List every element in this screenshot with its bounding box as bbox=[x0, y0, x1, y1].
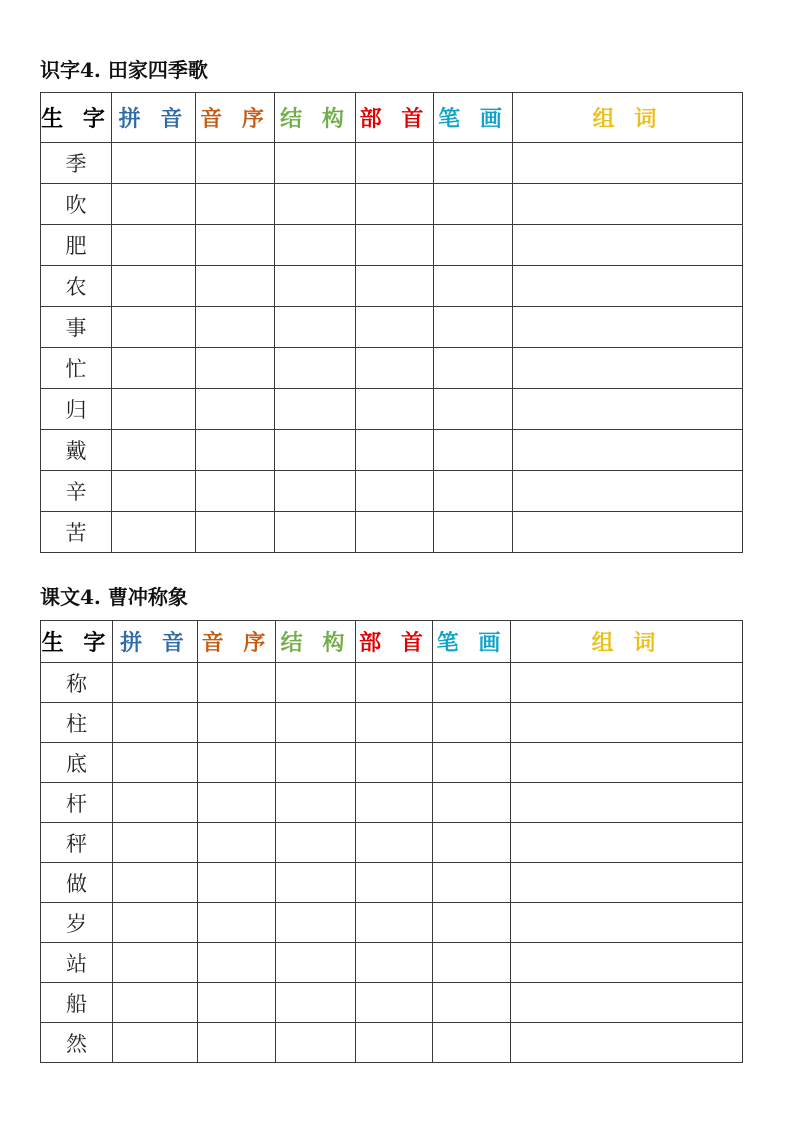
pinyin-cell[interactable] bbox=[113, 983, 198, 1023]
table-row bbox=[41, 307, 743, 348]
bihua-cell[interactable] bbox=[434, 225, 513, 266]
character-cell: 然 bbox=[41, 1023, 113, 1063]
character-cell: 岁 bbox=[41, 903, 113, 943]
bihua-cell[interactable] bbox=[433, 823, 511, 863]
bihua-cell[interactable] bbox=[434, 307, 513, 348]
character-cell: 苦 bbox=[41, 512, 112, 553]
character-cell: 站 bbox=[41, 943, 113, 983]
pinyin-cell[interactable] bbox=[113, 703, 198, 743]
header-jiegou: 结 构 bbox=[275, 93, 356, 143]
zuci-cell[interactable] bbox=[513, 307, 743, 348]
character-cell: 底 bbox=[41, 743, 113, 783]
pinyin-cell[interactable] bbox=[112, 430, 196, 471]
table-row bbox=[41, 903, 743, 943]
yinxu-cell[interactable] bbox=[198, 983, 276, 1023]
pinyin-cell[interactable] bbox=[113, 943, 198, 983]
pinyin-cell[interactable] bbox=[112, 225, 196, 266]
table-row bbox=[41, 983, 743, 1023]
character-cell: 柱 bbox=[41, 703, 113, 743]
character-cell: 肥 bbox=[41, 225, 112, 266]
pinyin-cell[interactable] bbox=[113, 663, 198, 703]
bushou-cell[interactable] bbox=[356, 743, 433, 783]
yinxu-cell[interactable] bbox=[196, 184, 275, 225]
jiegou-cell[interactable] bbox=[275, 266, 356, 307]
yinxu-cell[interactable] bbox=[196, 143, 275, 184]
bihua-cell[interactable] bbox=[433, 663, 511, 703]
table-row bbox=[41, 703, 743, 743]
bushou-cell[interactable] bbox=[356, 1023, 433, 1063]
header-bushou: 部 首 bbox=[356, 621, 433, 663]
jiegou-cell[interactable] bbox=[276, 823, 356, 863]
table-row bbox=[41, 943, 743, 983]
bushou-cell[interactable] bbox=[356, 348, 434, 389]
yinxu-cell[interactable] bbox=[196, 430, 275, 471]
bushou-cell[interactable] bbox=[356, 783, 433, 823]
pinyin-cell[interactable] bbox=[112, 512, 196, 553]
table-row bbox=[41, 663, 743, 703]
table-row bbox=[41, 143, 743, 184]
table-row bbox=[41, 184, 743, 225]
yinxu-cell[interactable] bbox=[196, 471, 275, 512]
character-cell: 忙 bbox=[41, 348, 112, 389]
section-title: 识字4. 田家四季歌 bbox=[40, 58, 208, 82]
zuci-cell[interactable] bbox=[513, 430, 743, 471]
header-bihua: 笔 画 bbox=[433, 621, 511, 663]
yinxu-cell[interactable] bbox=[198, 903, 276, 943]
bushou-cell[interactable] bbox=[356, 143, 434, 184]
bushou-cell[interactable] bbox=[356, 307, 434, 348]
bihua-cell[interactable] bbox=[434, 389, 513, 430]
bushou-cell[interactable] bbox=[356, 823, 433, 863]
header-zuci: 组 词 bbox=[511, 621, 743, 663]
yinxu-cell[interactable] bbox=[198, 663, 276, 703]
character-cell: 秤 bbox=[41, 823, 113, 863]
jiegou-cell[interactable] bbox=[275, 225, 356, 266]
bushou-cell[interactable] bbox=[356, 184, 434, 225]
table-row bbox=[41, 471, 743, 512]
table-row bbox=[41, 225, 743, 266]
bihua-cell[interactable] bbox=[434, 143, 513, 184]
jiegou-cell[interactable] bbox=[275, 471, 356, 512]
zuci-cell[interactable] bbox=[513, 225, 743, 266]
table-row bbox=[41, 389, 743, 430]
bushou-cell[interactable] bbox=[356, 512, 434, 553]
jiegou-cell[interactable] bbox=[276, 663, 356, 703]
character-cell: 事 bbox=[41, 307, 112, 348]
zuci-cell[interactable] bbox=[511, 663, 743, 703]
yinxu-cell[interactable] bbox=[196, 389, 275, 430]
zuci-cell[interactable] bbox=[511, 1023, 743, 1063]
bihua-cell[interactable] bbox=[434, 430, 513, 471]
header-yinxu: 音 序 bbox=[196, 93, 275, 143]
zuci-cell[interactable] bbox=[511, 863, 743, 903]
zuci-cell[interactable] bbox=[513, 512, 743, 553]
jiegou-cell[interactable] bbox=[276, 703, 356, 743]
yinxu-cell[interactable] bbox=[198, 943, 276, 983]
bihua-cell[interactable] bbox=[434, 184, 513, 225]
pinyin-cell[interactable] bbox=[113, 1023, 198, 1063]
header-zuci: 组 词 bbox=[513, 93, 743, 143]
bihua-cell[interactable] bbox=[433, 863, 511, 903]
pinyin-cell[interactable] bbox=[112, 266, 196, 307]
table-row bbox=[41, 743, 743, 783]
bushou-cell[interactable] bbox=[356, 863, 433, 903]
bushou-cell[interactable] bbox=[356, 266, 434, 307]
bihua-cell[interactable] bbox=[433, 743, 511, 783]
jiegou-cell[interactable] bbox=[276, 983, 356, 1023]
yinxu-cell[interactable] bbox=[196, 348, 275, 389]
zuci-cell[interactable] bbox=[511, 743, 743, 783]
jiegou-cell[interactable] bbox=[275, 143, 356, 184]
bushou-cell[interactable] bbox=[356, 903, 433, 943]
bihua-cell[interactable] bbox=[434, 512, 513, 553]
bihua-cell[interactable] bbox=[433, 1023, 511, 1063]
bihua-cell[interactable] bbox=[433, 783, 511, 823]
zuci-cell[interactable] bbox=[513, 266, 743, 307]
zuci-cell[interactable] bbox=[511, 943, 743, 983]
pinyin-cell[interactable] bbox=[113, 903, 198, 943]
bushou-cell[interactable] bbox=[356, 225, 434, 266]
yinxu-cell[interactable] bbox=[196, 512, 275, 553]
pinyin-cell[interactable] bbox=[112, 348, 196, 389]
table-row bbox=[41, 1023, 743, 1063]
pinyin-cell[interactable] bbox=[112, 143, 196, 184]
table-row bbox=[41, 823, 743, 863]
yinxu-cell[interactable] bbox=[198, 703, 276, 743]
header-shengzi: 生 字 bbox=[41, 93, 112, 143]
yinxu-cell[interactable] bbox=[198, 863, 276, 903]
table-row bbox=[41, 266, 743, 307]
bihua-cell[interactable] bbox=[434, 266, 513, 307]
pinyin-cell[interactable] bbox=[112, 471, 196, 512]
jiegou-cell[interactable] bbox=[275, 348, 356, 389]
header-jiegou: 结 构 bbox=[276, 621, 356, 663]
character-cell: 辛 bbox=[41, 471, 112, 512]
pinyin-cell[interactable] bbox=[112, 184, 196, 225]
jiegou-cell[interactable] bbox=[275, 389, 356, 430]
yinxu-cell[interactable] bbox=[198, 783, 276, 823]
character-cell: 季 bbox=[41, 143, 112, 184]
bihua-cell[interactable] bbox=[433, 983, 511, 1023]
zuci-cell[interactable] bbox=[511, 783, 743, 823]
table-row bbox=[41, 348, 743, 389]
bihua-cell[interactable] bbox=[433, 703, 511, 743]
yinxu-cell[interactable] bbox=[196, 225, 275, 266]
zuci-cell[interactable] bbox=[511, 983, 743, 1023]
header-pinyin: 拼 音 bbox=[112, 93, 196, 143]
character-cell: 做 bbox=[41, 863, 113, 903]
bushou-cell[interactable] bbox=[356, 703, 433, 743]
zuci-cell[interactable] bbox=[513, 471, 743, 512]
jiegou-cell[interactable] bbox=[275, 184, 356, 225]
jiegou-cell[interactable] bbox=[276, 903, 356, 943]
zuci-cell[interactable] bbox=[511, 823, 743, 863]
header-bihua: 笔 画 bbox=[434, 93, 513, 143]
yinxu-cell[interactable] bbox=[198, 823, 276, 863]
yinxu-cell[interactable] bbox=[198, 743, 276, 783]
table-row bbox=[41, 863, 743, 903]
jiegou-cell[interactable] bbox=[275, 512, 356, 553]
table-row bbox=[41, 783, 743, 823]
bihua-cell[interactable] bbox=[434, 471, 513, 512]
character-cell: 杆 bbox=[41, 783, 113, 823]
header-shengzi: 生 字 bbox=[41, 621, 113, 663]
jiegou-cell[interactable] bbox=[276, 743, 356, 783]
yinxu-cell[interactable] bbox=[198, 1023, 276, 1063]
bushou-cell[interactable] bbox=[356, 943, 433, 983]
bushou-cell[interactable] bbox=[356, 663, 433, 703]
character-cell: 戴 bbox=[41, 430, 112, 471]
jiegou-cell[interactable] bbox=[275, 307, 356, 348]
header-row bbox=[41, 621, 743, 663]
character-table bbox=[40, 620, 743, 1063]
bihua-cell[interactable] bbox=[433, 903, 511, 943]
pinyin-cell[interactable] bbox=[113, 743, 198, 783]
zuci-cell[interactable] bbox=[511, 703, 743, 743]
zuci-cell[interactable] bbox=[513, 348, 743, 389]
bushou-cell[interactable] bbox=[356, 471, 434, 512]
zuci-cell[interactable] bbox=[513, 184, 743, 225]
header-bushou: 部 首 bbox=[356, 93, 434, 143]
bushou-cell[interactable] bbox=[356, 389, 434, 430]
character-cell: 船 bbox=[41, 983, 113, 1023]
yinxu-cell[interactable] bbox=[196, 266, 275, 307]
pinyin-cell[interactable] bbox=[112, 389, 196, 430]
header-pinyin: 拼 音 bbox=[113, 621, 198, 663]
character-cell: 称 bbox=[41, 663, 113, 703]
zuci-cell[interactable] bbox=[513, 389, 743, 430]
pinyin-cell[interactable] bbox=[113, 823, 198, 863]
jiegou-cell[interactable] bbox=[276, 783, 356, 823]
character-cell: 归 bbox=[41, 389, 112, 430]
zuci-cell[interactable] bbox=[513, 143, 743, 184]
character-table bbox=[40, 92, 743, 553]
jiegou-cell[interactable] bbox=[275, 430, 356, 471]
yinxu-cell[interactable] bbox=[196, 307, 275, 348]
pinyin-cell[interactable] bbox=[113, 783, 198, 823]
table-row bbox=[41, 512, 743, 553]
character-cell: 吹 bbox=[41, 184, 112, 225]
bihua-cell[interactable] bbox=[433, 943, 511, 983]
zuci-cell[interactable] bbox=[511, 903, 743, 943]
bihua-cell[interactable] bbox=[434, 348, 513, 389]
bushou-cell[interactable] bbox=[356, 430, 434, 471]
pinyin-cell[interactable] bbox=[112, 307, 196, 348]
bushou-cell[interactable] bbox=[356, 983, 433, 1023]
jiegou-cell[interactable] bbox=[276, 1023, 356, 1063]
section-title: 课文4. 曹冲称象 bbox=[40, 585, 188, 609]
pinyin-cell[interactable] bbox=[113, 863, 198, 903]
header-yinxu: 音 序 bbox=[198, 621, 276, 663]
jiegou-cell[interactable] bbox=[276, 943, 356, 983]
table-row bbox=[41, 430, 743, 471]
jiegou-cell[interactable] bbox=[276, 863, 356, 903]
header-row bbox=[41, 93, 743, 143]
character-cell: 农 bbox=[41, 266, 112, 307]
